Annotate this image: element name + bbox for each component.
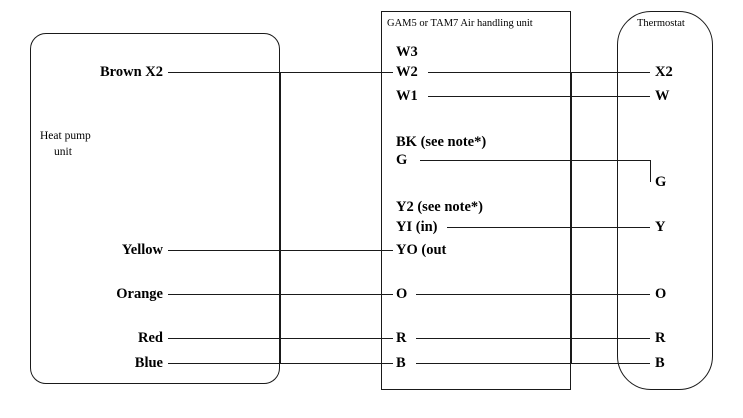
thermostat-title: Thermostat <box>637 18 685 29</box>
wire-trunk-vertical-left <box>280 72 281 363</box>
wire-o-to-o <box>416 294 650 295</box>
ahu-terminal-b: B <box>396 355 406 371</box>
ahu-terminal-y2: Y2 (see note*) <box>396 199 483 215</box>
ahu-terminal-o: O <box>396 286 408 302</box>
thermostat-terminal-w: W <box>655 88 670 104</box>
thermostat-terminal-y: Y <box>655 219 666 235</box>
heat-pump-terminal-blue: Blue <box>134 355 163 371</box>
thermostat-terminal-b: B <box>655 355 665 371</box>
ahu-terminal-w2: W2 <box>396 64 418 80</box>
heat-pump-terminal-orange: Orange <box>116 286 163 302</box>
wire-w2-to-x2 <box>428 72 650 73</box>
ahu-terminal-g: G <box>396 152 408 168</box>
ahu-terminal-yi-in: YI (in) <box>396 219 438 235</box>
wire-b-to-b <box>416 363 650 364</box>
heat-pump-terminal-red: Red <box>138 330 163 346</box>
heat-pump-terminal-brown-x2: Brown X2 <box>100 64 163 80</box>
wire-g-to-g <box>420 160 650 161</box>
ahu-terminal-yo-out: YO (out <box>396 242 447 258</box>
thermostat-terminal-x2: X2 <box>655 64 673 80</box>
ahu-terminal-r: R <box>396 330 407 346</box>
heat-pump-unit-label-line1: Heat pump <box>40 130 91 142</box>
ahu-terminal-w1: W1 <box>396 88 418 104</box>
thermostat-terminal-o: O <box>655 286 667 302</box>
heat-pump-unit-label-line2: unit <box>54 146 72 158</box>
thermostat-terminal-g: G <box>655 174 667 190</box>
thermostat-terminal-r: R <box>655 330 666 346</box>
wire-r-to-r <box>416 338 650 339</box>
ahu-terminal-w3: W3 <box>396 44 418 60</box>
air-handling-unit-title: GAM5 or TAM7 Air handling unit <box>387 18 533 29</box>
wire-trunk-vertical-right <box>571 72 572 363</box>
wire-g-drop-vertical <box>650 160 651 182</box>
ahu-terminal-bk: BK (see note*) <box>396 134 487 150</box>
wire-blue-to-b <box>168 363 393 364</box>
heat-pump-terminal-yellow: Yellow <box>121 242 163 258</box>
wire-w1-to-w <box>428 96 650 97</box>
wire-yi-to-y <box>447 227 650 228</box>
